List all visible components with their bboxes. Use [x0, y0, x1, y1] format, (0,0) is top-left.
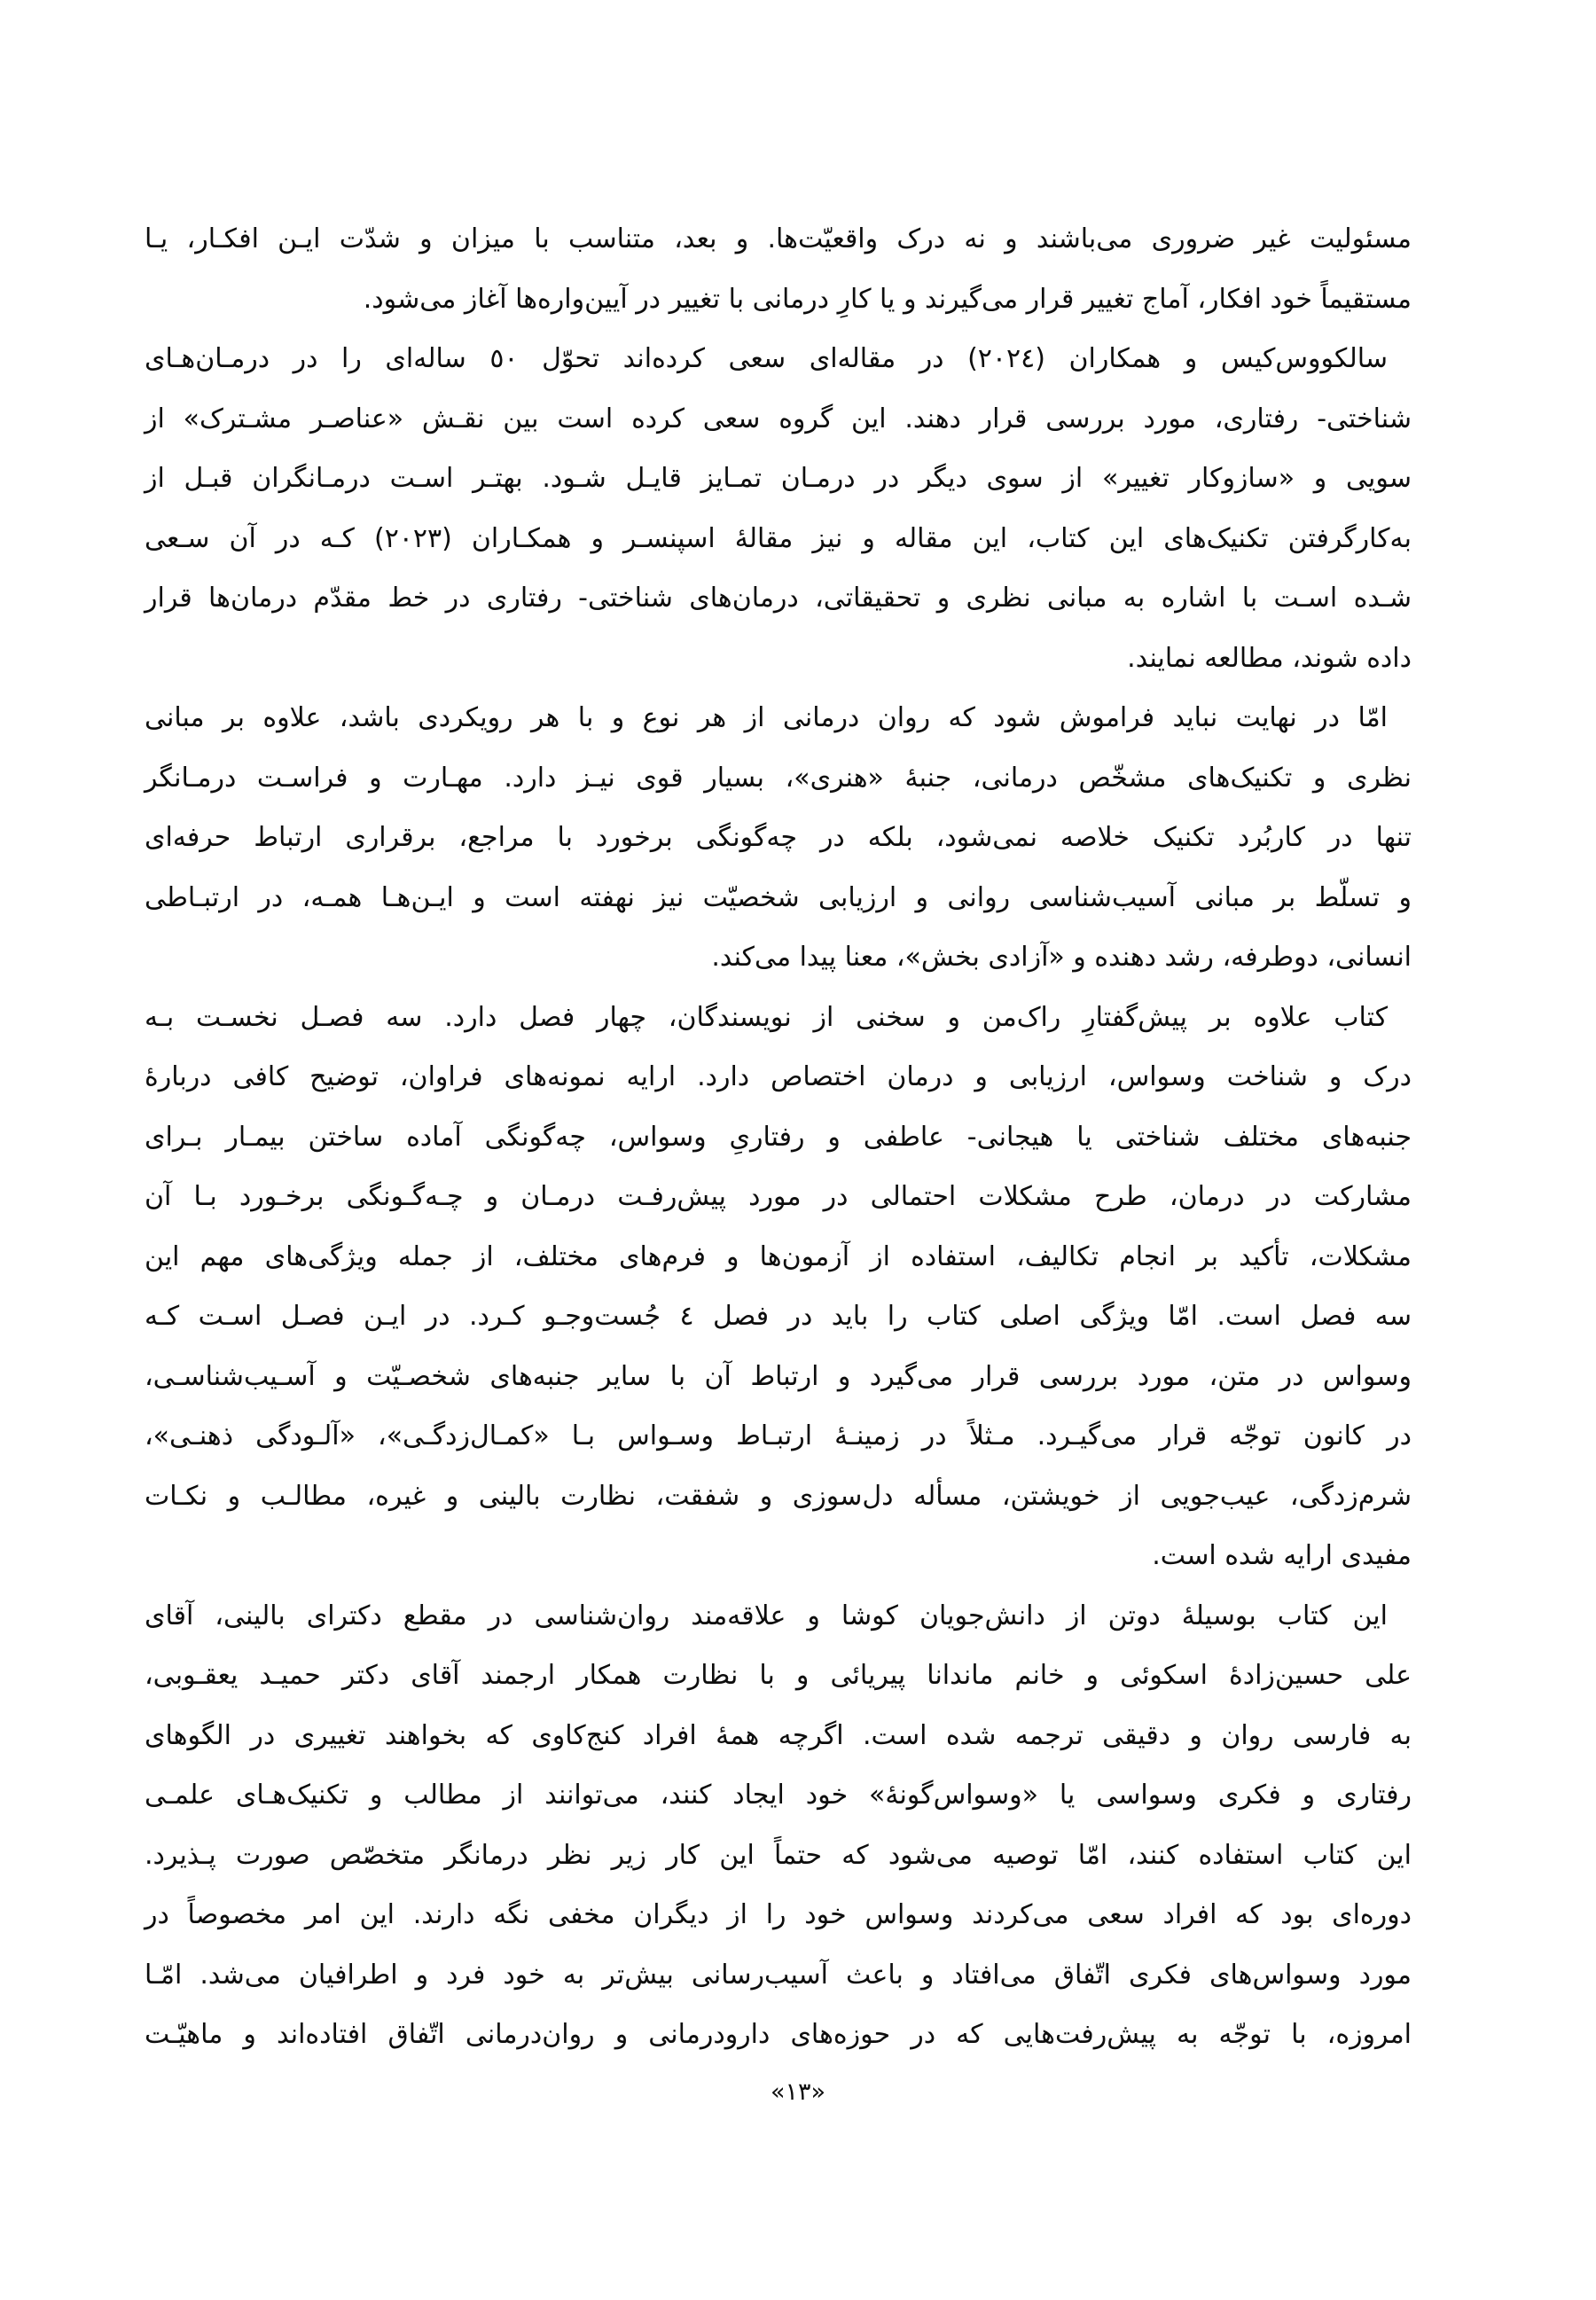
text-line: تنها در کاربُرد تکنیک خلاصه نمی‌شود، بلکه در چه‌گونگی برخورد با مراجع، برقراری ارتباط حرفه‌ای: [145, 822, 1412, 853]
text-line: جنبه‌های مختلف شناختی یا هیجانی- عاطفی و رفتاریِ وسواس، چه‌گونگی آماده ساختن بیمـار بـرای: [145, 1121, 1412, 1153]
text-line: کتاب علاوه بر پیش‌گفتارِ راک‌من و سخنی از نویسندگان، چهار فصل دارد. سه فصـل نخسـت بـه: [145, 1001, 1388, 1033]
text-line: و تسلّط بر مبانی آسیب‌شناسی روانی و ارزیابی شخصیّت نیز نهفته است و ایـن‌هـا همـه، در ارتبـاطی: [145, 881, 1412, 913]
text-line: سه فصل است. امّا ویژگی اصلی کتاب را باید در فصل ٤ جُست‌وجـو کـرد. در ایـن فصـل اسـت کـه: [145, 1301, 1412, 1332]
text-line: امروزه، با توجّه به پیش‌رفت‌هایی که در حوزه‌های دارودرمانی و روان‌درمانی اتّفاق افتاده‌اند و ماهیّـت: [145, 2019, 1412, 2050]
text-line: مشارکت در درمان، طرح مشکلات احتمالی در مورد پیش‌رفـت درمـان و چـه‌گـونگی برخـورد بـا آن: [145, 1181, 1412, 1212]
text-line: علی حسین‌زادهٔ اسکوئی و خانم ماندانا پیریائی و با نظارت همکار ارجمند آقای دکتر حمیـد یعقـوبی،: [145, 1660, 1412, 1691]
page-number: «۱۳»: [770, 2078, 826, 2106]
text-line: به فارسی روان و دقیقی ترجمه شده است. اگرچه همهٔ افراد کنج‌کاوی که بخواهند تغییری در الگوهای: [145, 1719, 1412, 1751]
text-line: رفتاری و فکری وسواسی یا «وسواس‌گونهٔ» خود ایجاد کنند، می‌توانند از مطالب و تکنیک‌هـای علمـی: [145, 1780, 1412, 1811]
text-line: دوره‌ای بود که افراد سعی می‌کردند وسواس خود را از دیگران مخفی نگه دارند. این امر مخصوصاً در: [145, 1899, 1412, 1930]
text-line: داده شوند، مطالعه نمایند.: [1127, 642, 1412, 674]
text-line: مورد وسواس‌های فکری اتّفاق می‌افتاد و باعث آسیب‌رسانی بیش‌تر به خود فرد و اطرافیان می‌شد. امّـا: [145, 1959, 1412, 1991]
text-line: شـده اسـت با اشاره به مبانی نظری و تحقیقاتی، درمان‌های شناختی- رفتاری در خط مقدّم درمان‌ها قرار: [145, 583, 1412, 614]
text-line: درک و شناخت وسواس، ارزیابی و درمان اختصاص دارد. ارایه نمونه‌های فراوان، توضیح کافی دربارهٔ: [145, 1061, 1412, 1092]
text-line: سویی و «سازوکار تغییر» از سوی دیگر در درمـان تمـایز قایـل شـود. بهتـر اسـت درمـانگران قبـل از: [145, 463, 1412, 494]
text-line: مشکلات، تأکید بر انجام تکالیف، استفاده از آزمون‌ها و فرم‌های مختلف، از جمله ویژگی‌های مهم این: [145, 1240, 1412, 1272]
text-line: شناختی- رفتاری، مورد بررسی قرار دهند. این گروه سعی کرده است بین نقـش «عناصـر مشـترک» از: [145, 403, 1412, 434]
text-line: به‌کارگرفتن تکنیک‌های این کتاب، این مقاله و نیز مقالهٔ اسپنسـر و همکـاران (٢٠٢٣) کـه در آن سـعی: [145, 522, 1412, 554]
text-line: نظری و تکنیک‌های مشخّص درمانی، جنبهٔ «هنری»، بسیار قوی نیـز دارد. مهـارت و فراسـت درمـانگر: [145, 762, 1412, 794]
text-line: امّا در نهایت نباید فراموش شود که روان درمانی از هر نوع و با هر رویکردی باشد، علاوه بر مبانی: [145, 702, 1388, 733]
text-line: این کتاب استفاده کنند، امّا توصیه می‌شود که حتماً این کار زیر نظر درمانگر متخصّص صورت پـذیرد.: [145, 1839, 1412, 1871]
text-line: مستقیماً خود افکار، آماج تغییر قرار می‌گیرند و یا کارِ درمانی با تغییر در آیین‌واره‌ها آغاز می‌شود.: [363, 283, 1412, 315]
text-line: این کتاب بوسیلهٔ دوتن از دانش‌جویان کوشا و علاقه‌مند روان‌شناسی در مقطع دکترای بالینی، آقای: [145, 1600, 1388, 1631]
text-line: در کانون توجّه قرار می‌گیـرد. مـثلاً در زمینـهٔ ارتبـاط وسـواس بـا «کمـال‌زدگـی»، «آلـودگی ذهنـی»،: [145, 1420, 1412, 1451]
text-line: مفیدی ارایه شده است.: [1152, 1540, 1412, 1571]
text-line: انسانی، دوطرفه، رشد دهنده و «آزادی بخش»، معنا پیدا می‌کند.: [711, 942, 1412, 973]
text-line: سالکووس‌کیس و همکاران (٢٠٢٤) در مقاله‌ای سعی کرده‌اند تحوّل ٥٠ ساله‌ای را در درمـان‌هـای: [145, 343, 1388, 374]
text-line: شرم‌زدگی، عیب‌جویی از خویشتن، مسأله دل‌سوزی و شفقت، نظارت بالینی و غیره، مطالـب و نکـات: [145, 1480, 1412, 1512]
text-line: وسواس در متن، مورد بررسی قرار می‌گیرد و ارتباط آن با سایر جنبه‌های شخصـیّت و آسـیب‌شناسـی،: [145, 1360, 1412, 1392]
body-text: [145, 209, 1412, 2065]
text-line: مسئولیت غیر ضروری می‌باشند و نه درک واقعیّت‌ها. و بعد، متناسب با میزان و شدّت ایـن افکـار، یـا: [145, 223, 1412, 254]
